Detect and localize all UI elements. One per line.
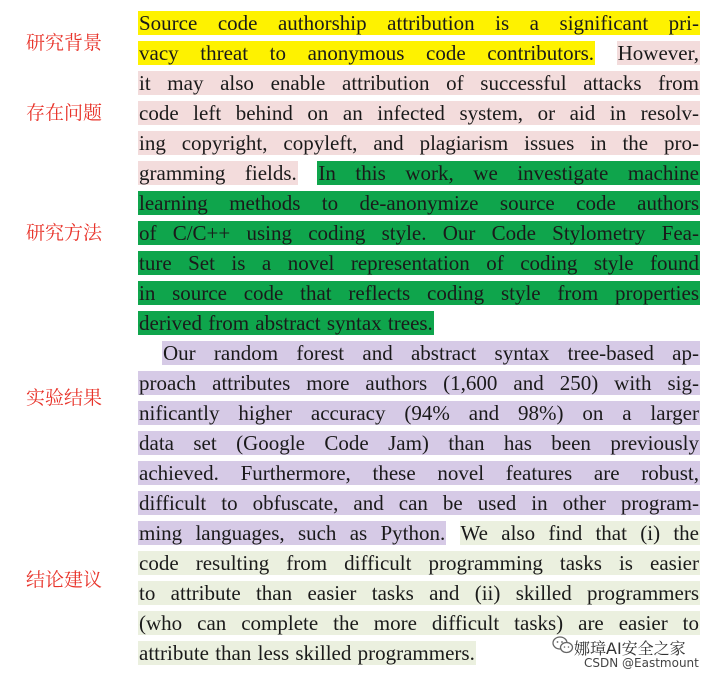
abstract-line	[138, 8, 700, 38]
text-segment: difficult to obfuscate, and can be used in other program-	[139, 491, 699, 515]
watermark-brand: 娜璋AI安全之家	[574, 639, 686, 658]
label-conclusion: 结论建议	[25, 569, 102, 591]
text-segment: code left behind on an infected system, or aid in resolv-	[139, 101, 699, 125]
text-segment: attribute than less skilled programmers.	[139, 641, 475, 665]
abstract-line	[138, 38, 700, 68]
text-segment: nificantly higher accuracy (94% and 98%) on a larger	[139, 401, 699, 425]
watermark-credit: CSDN @Eastmount	[584, 656, 699, 670]
text-segment: to attribute than easier tasks and (ii) skilled programmers	[139, 581, 699, 605]
text-segment: Our random forest and abstract syntax tree-based ap-	[163, 341, 699, 365]
text-segment: We also find that (i) the	[460, 521, 699, 545]
label-existing-problem: 存在问题	[25, 102, 102, 124]
text-segment: In this work, we investigate machine	[318, 161, 699, 185]
abstract-line	[138, 278, 700, 308]
text-segment: learning methods to de-anonymize source code authors	[139, 191, 699, 215]
text-segment: code resulting from difficult programming tasks is easier	[139, 551, 699, 575]
text-segment: (who can complete the more difficult tasks) are easier to	[139, 611, 699, 635]
text-segment: proach attributes more authors (1,600 and 250) with sig-	[139, 371, 699, 395]
abstract-line	[138, 368, 700, 398]
text-segment: achieved. Furthermore, these novel features are robust,	[139, 461, 699, 485]
abstract-line	[138, 128, 700, 158]
text-segment: ming languages, such as Python.	[139, 521, 446, 545]
abstract-line	[138, 518, 700, 548]
text-segment: vacy threat to anonymous code contributors.	[139, 41, 595, 65]
text-segment: it may also enable attribution of successful attacks from	[139, 71, 699, 95]
text-segment	[446, 521, 459, 545]
abstract-line	[138, 428, 700, 458]
wechat-icon	[552, 635, 574, 655]
abstract-line	[138, 308, 700, 338]
abstract-line	[138, 548, 700, 578]
text-segment	[595, 41, 617, 65]
abstract-line	[138, 458, 700, 488]
text-segment: data set (Google Code Jam) than has been previously	[139, 431, 699, 455]
label-research-background: 研究背景	[25, 32, 102, 54]
abstract-line	[138, 98, 700, 128]
label-research-method: 研究方法	[25, 222, 102, 244]
abstract-line	[138, 188, 700, 218]
text-segment	[298, 161, 318, 185]
abstract-line	[138, 578, 700, 608]
text-segment: of C/C++ using coding style. Our Code Stylometry Fea-	[139, 221, 699, 245]
abstract-line	[138, 218, 700, 248]
text-segment: gramming fields.	[139, 161, 297, 185]
abstract-line	[138, 68, 700, 98]
abstract-line	[138, 608, 700, 638]
text-segment: ing copyright, copyleft, and plagiarism issues in the pro-	[139, 131, 699, 155]
abstract-line	[138, 488, 700, 518]
abstract-line	[138, 248, 700, 278]
text-segment: in source code that reflects coding style from properties	[139, 281, 699, 305]
text-segment: However,	[617, 41, 700, 65]
abstract-line	[138, 398, 700, 428]
text-segment: derived from abstract syntax trees.	[139, 311, 433, 335]
text-segment: Source code authorship attribution is a significant pri-	[139, 11, 699, 35]
abstract-line	[138, 338, 700, 368]
abstract-line	[138, 158, 700, 188]
label-experiment-results: 实验结果	[25, 387, 102, 409]
text-segment: ture Set is a novel representation of coding style found	[139, 251, 699, 275]
